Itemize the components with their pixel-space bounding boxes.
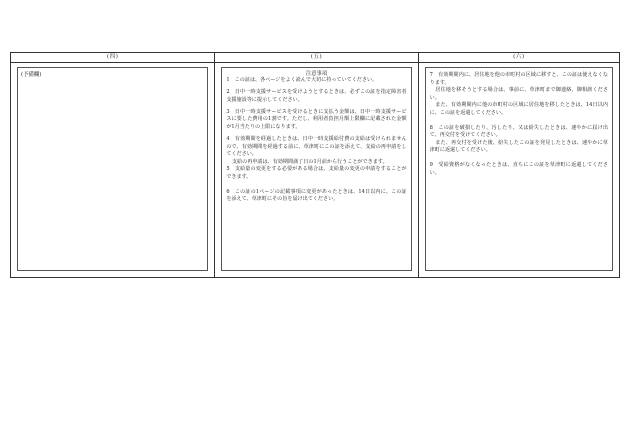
reserve-memo-label: (予備欄) xyxy=(21,72,42,78)
note-item-3: 3 日中一時支援サービスを受けるときに支払う金額は、日中一時支援サービスに要した費用の1割です。ただし、利用者負担月額上限欄に記載された金額が1月当たりの上限になります。 xyxy=(226,108,407,130)
note-item-7-return: また、有効期間内に他の市町村の区域に居住地を移したときは、14日以内に、この証を返還してください。 xyxy=(429,102,608,116)
reserve-memo-box xyxy=(17,67,208,271)
note-item-4: 4 有効期間を経過したときは、日中一時支援給付費の支給は受けられませんので、有効期間を経過する前に、草津町にこの証を添えて、支給の再申請をしてください。 xyxy=(226,136,407,158)
notes-title: 注意事項 xyxy=(305,71,328,77)
note-item-7-move: 居住地を移そうとする場合は、事前に、草津町まで御連絡、御相談ください。 xyxy=(429,87,608,101)
column-five-header: (五) xyxy=(215,53,417,63)
column-six-header: (六) xyxy=(419,53,619,63)
column-four-header: (四) xyxy=(11,53,214,63)
column-five xyxy=(214,53,417,277)
note-item-5: 5 支給量の変更をする必要がある場合は、支給量の変更の申請をすることができます。 xyxy=(226,166,407,181)
note-item-7: 7 有効期間内に、居住地を他の市町村の区域に移すと、この証は使えなくなります。 xyxy=(429,72,608,86)
note-item-2: 2 日中一時支援サービスを受けようとするときは、必ずこの証を指定障害者支援施設等に提示してください。 xyxy=(226,89,407,103)
column-six xyxy=(418,53,619,277)
note-item-8-found: また、再交付を受けた後、紛失したこの証を発見したときは、速やかに草津町に返還してください。 xyxy=(429,139,608,154)
certificate-sheet xyxy=(10,52,620,278)
column-four xyxy=(11,53,214,277)
note-item-6: 6 この証の1ページの記載事項に変更があったときは、14日以内に、この証を添えて、草津町にその旨を届け出てください。 xyxy=(226,188,407,203)
note-item-4-reapply: 支給の再申請は、有効期間満了日の1月前から行うことができます。 xyxy=(231,158,388,165)
notes-box xyxy=(221,67,411,271)
note-item-9: 9 受給資格がなくなったときは、直ちにこの証を草津町に返還してください。 xyxy=(429,161,608,176)
notes-continued-body xyxy=(426,68,612,177)
notes-continued-box xyxy=(425,67,613,271)
note-item-1: 1 この証は、各ページをよく読んで大切に持っていてください。 xyxy=(226,77,378,83)
notes-body xyxy=(222,76,410,204)
note-item-8: 8 この証を破損したり、汚したり、又は紛失したときは、速やかに届け出て、再交付を受けてください。 xyxy=(429,124,608,139)
